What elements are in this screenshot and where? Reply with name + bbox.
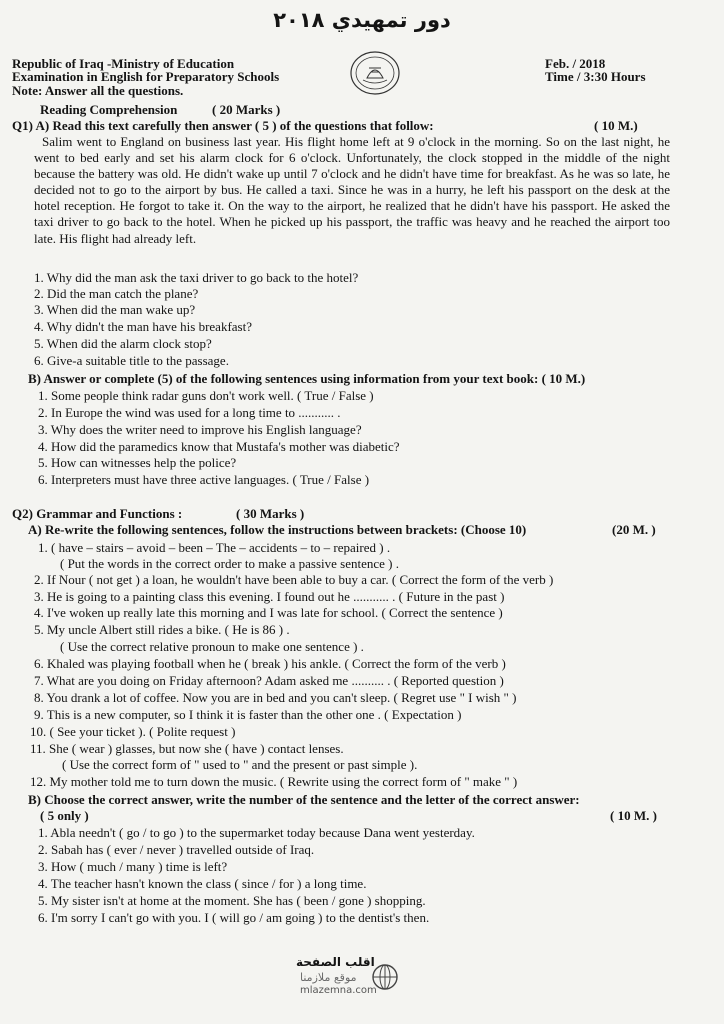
q2b-item: 5. My sister isn't at home at the moment. She has ( been / gone ) shopping. — [38, 893, 426, 908]
q2a-item: 2. If Nour ( not get ) a loan, he wouldn't have been able to buy a car. ( Correct the form of the verb ) — [34, 572, 554, 587]
q2a-marks: (20 M. ) — [612, 522, 656, 537]
q1b-item: 6. Interpreters must have three active languages. ( True / False ) — [38, 472, 370, 487]
reading-passage: Salim went to England on business last year. His flight home left at 9 o'clock in the morning. So on the last night, he went to bed early and set his alarm clock for 6 o'clock. Unfortunately, the clock stopped in the middle of the night because the battery was old. He didn't wake up until 7 o'clock and he didn't have time for breakfast. As he was so late, he decided not to go to the airport by bus. He called a taxi. Since he was in a hurry, he left his passport on the desk at the hotel reception. He forgot to take it. On the way to the airport, he realized that he didn't have his passport. He asked the taxi driver to go back to the hotel. When he picked up his passport, the traffic was heavy and he reached the airport too late. His flight had already left. — [34, 134, 670, 246]
q1a-heading: Q1) A) Read this text carefully then answer ( 5 ) of the questions that follow: — [12, 118, 434, 133]
q2b-item: 3. How ( much / many ) time is left? — [38, 859, 228, 874]
q2a-instruction: ( Use the correct form of " used to " and the present or past simple ). — [62, 757, 418, 772]
q2a-item: 8. You drank a lot of coffee. Now you are in bed and you can't sleep. ( Regret use " I wish " ) — [34, 690, 517, 705]
q2b-item: 1. Abla needn't ( go / to go ) to the supermarket today because Dana went yesterday. — [38, 825, 475, 840]
q1-question: 6. Give-a suitable title to the passage. — [34, 353, 229, 368]
q2a-item: 6. Khaled was playing football when he ( break ) his ankle. ( Correct the form of the verb ) — [34, 656, 506, 671]
q2b-item: 6. I'm sorry I can't go with you. I ( will go / am going ) to the dentist's then. — [38, 910, 430, 925]
q2b-marks: ( 10 M. ) — [610, 808, 657, 823]
exam-line: Examination in English for Preparatory Schools — [12, 69, 280, 84]
q2a-instruction: ( Put the words in the correct order to make a passive sentence ) . — [60, 556, 399, 571]
ministry-seal-icon — [349, 50, 401, 96]
q1b-item: 2. In Europe the wind was used for a long time to ........... . — [38, 405, 341, 420]
q2a-item: 10. ( See your ticket ). ( Polite request ) — [30, 724, 236, 739]
q2b-item: 2. Sabah has ( ever / never ) travelled outside of Iraq. — [38, 842, 315, 857]
q2b-item: 4. The teacher hasn't known the class ( since / for ) a long time. — [38, 876, 367, 891]
q2a-instruction: ( Use the correct relative pronoun to make one sentence ) . — [60, 639, 364, 654]
ministry-line: Republic of Iraq -Ministry of Education — [12, 56, 235, 71]
q2a-item: 7. What are you doing on Friday afternoon? Adam asked me .......... . ( Reported question ) — [34, 673, 504, 688]
turn-page-note: اقلب الصفحة — [296, 955, 375, 969]
q1b-item: 3. Why does the writer need to improve his English language? — [38, 422, 362, 437]
q2b-heading: B) Choose the correct answer, write the number of the sentence and the letter of the correct answer: — [28, 792, 580, 807]
q2a-item: 11. She ( wear ) glasses, but now she ( have ) contact lenses. — [30, 741, 344, 756]
q2a-item: 5. My uncle Albert still rides a bike. ( He is 86 ) . — [34, 622, 290, 637]
q2a-item: 12. My mother told me to turn down the music. ( Rewrite using the correct form of " make " ) — [30, 774, 518, 789]
q1b-item: 5. How can witnesses help the police? — [38, 455, 237, 470]
exam-date: Feb. / 2018 — [545, 56, 606, 71]
reading-title: Reading Comprehension — [40, 102, 178, 117]
q1-question: 3. When did the man wake up? — [34, 302, 196, 317]
reading-marks: ( 20 Marks ) — [212, 102, 281, 117]
exam-time: Time / 3:30 Hours — [545, 69, 646, 84]
q2-heading: Q2) Grammar and Functions : — [12, 506, 183, 521]
q1-question: 1. Why did the man ask the taxi driver to go back to the hotel? — [34, 270, 359, 285]
q2a-item: 1. ( have – stairs – avoid – been – The – accidents – to – repaired ) . — [38, 540, 391, 555]
q1-question: 2. Did the man catch the plane? — [34, 286, 199, 301]
q2a-item: 9. This is a new computer, so I think it is faster than the other one . ( Expectation ) — [34, 707, 462, 722]
q2a-heading: A) Re-write the following sentences, follow the instructions between brackets: (Choose 10) — [28, 522, 527, 537]
q1a-marks: ( 10 M.) — [594, 118, 638, 133]
q2a-item: 4. I've woken up really late this morning and I was late for school. ( Correct the sentence ) — [34, 605, 503, 620]
q2b-subheading: ( 5 only ) — [40, 808, 89, 823]
site-name-arabic: موقع ملازمنا — [300, 971, 357, 984]
q2-marks: ( 30 Marks ) — [236, 506, 305, 521]
site-name: mlazemna.com — [300, 985, 377, 996]
q1b-item: 4. How did the paramedics know that Mustafa's mother was diabetic? — [38, 439, 400, 454]
q1b-heading: B) Answer or complete (5) of the following sentences using information from your text book: ( 10 M.) — [28, 371, 586, 386]
exam-session-title: دور تمهيدي ٢٠١٨ — [273, 8, 451, 32]
q1b-item: 1. Some people think radar guns don't work well. ( True / False ) — [38, 388, 374, 403]
q1-question: 4. Why didn't the man have his breakfast? — [34, 319, 252, 334]
q2a-item: 3. He is going to a painting class this evening. I found out he ........... . ( Future in the past ) — [34, 589, 505, 604]
note-line: Note: Answer all the questions. — [12, 83, 184, 98]
q1-question: 5. When did the alarm clock stop? — [34, 336, 212, 351]
